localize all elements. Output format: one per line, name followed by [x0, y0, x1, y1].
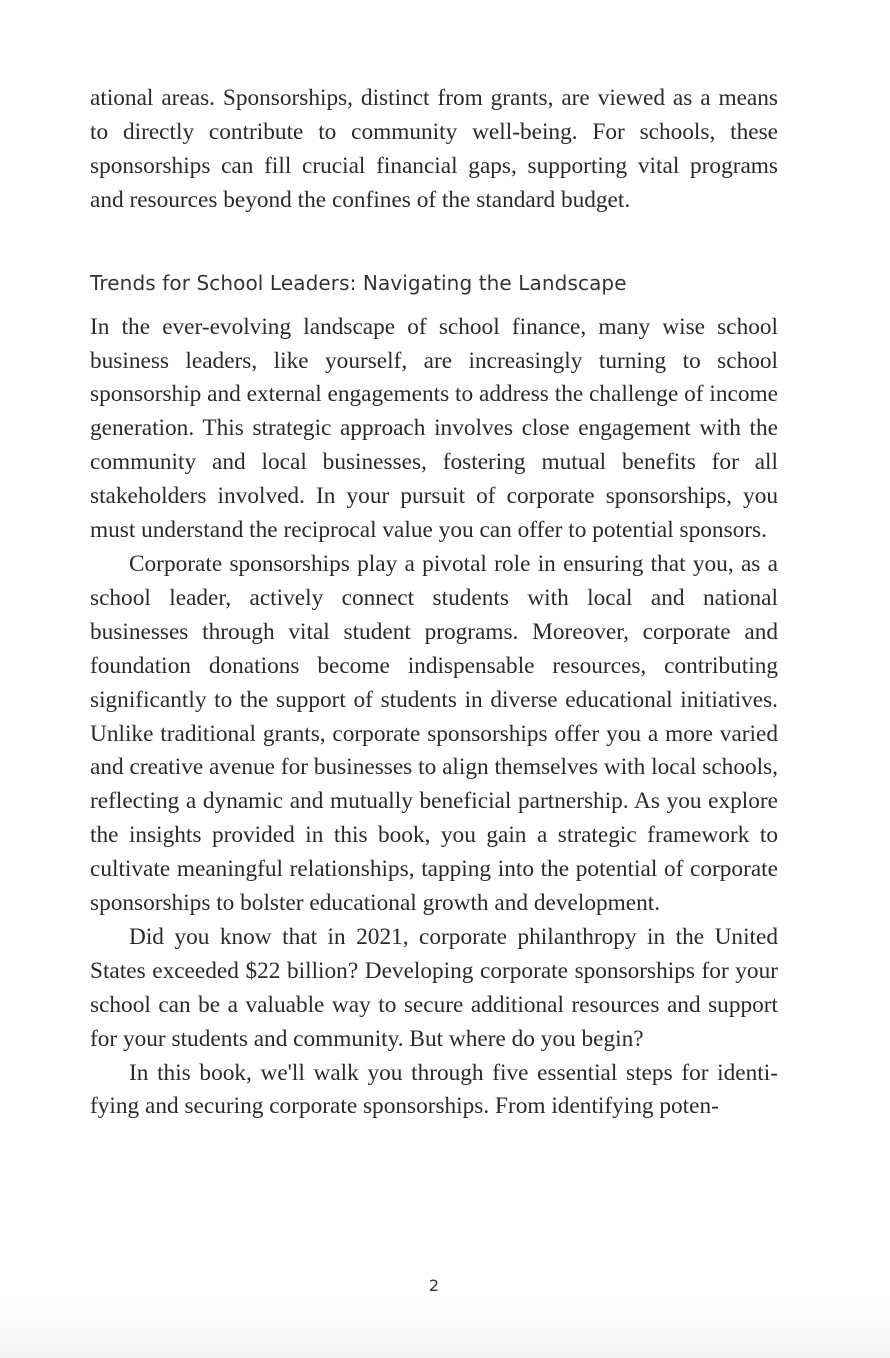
paragraph-1: In the ever-evolving landscape of school finance, many wise school business leaders, like yourself, are increasingly turning to school sponsorship and external engagements to address the challenge of income generation. This strategic approach involves close engagement with the community and local businesses, fostering mutual benefits for all stakeholders involved. In your pursuit of corporate sponsorships, you must understand the reciprocal value you can offer to potential sponsors. [90, 313, 778, 544]
paragraph-4: In this book, we'll walk you through five essential steps for identifying and securing corporate sponsorships. From identifying poten- [90, 1059, 778, 1120]
paragraph-3: Did you know that in 2021, corporate philanthropy in the United States exceeded $22 billion? Developing corporate sponsorships for your school can be a valuable way to secure additional resources and support for your students and community. But where do you begin? [90, 923, 778, 1052]
page-number: 2 [428, 1276, 440, 1295]
paragraph-2: Corporate sponsorships play a pivotal role in ensuring that you, as a school leader, actively connect students with local and national businesses through vital student programs. Moreover, corporate and foundation donations become indispensable resources, contributing significantly to the support of students in diverse educational initiatives. Unlike traditional grants, corporate sponsorships offer you a more varied and creative avenue for businesses to align themselves with local schools, reflecting a dynamic and mutually beneficial partnership. As you explore the insights provided in this book, you gain a strategic framework to cultivate meaningful relationships, tapping into the potential of corporate sponsorships to bolster educational growth and development. [90, 550, 778, 917]
page-content [90, 82, 778, 1124]
paragraph-intro-continuation: ational areas. Sponsorships, distinct from grants, are viewed as a means to directly contribute to community well-being. For schools, these sponsorships can fill crucial financial gaps, supporting vital programs and resources beyond the confines of the standard budget. [90, 85, 778, 213]
section-heading: Trends for School Leaders: Navigating the Landscape [90, 270, 627, 295]
